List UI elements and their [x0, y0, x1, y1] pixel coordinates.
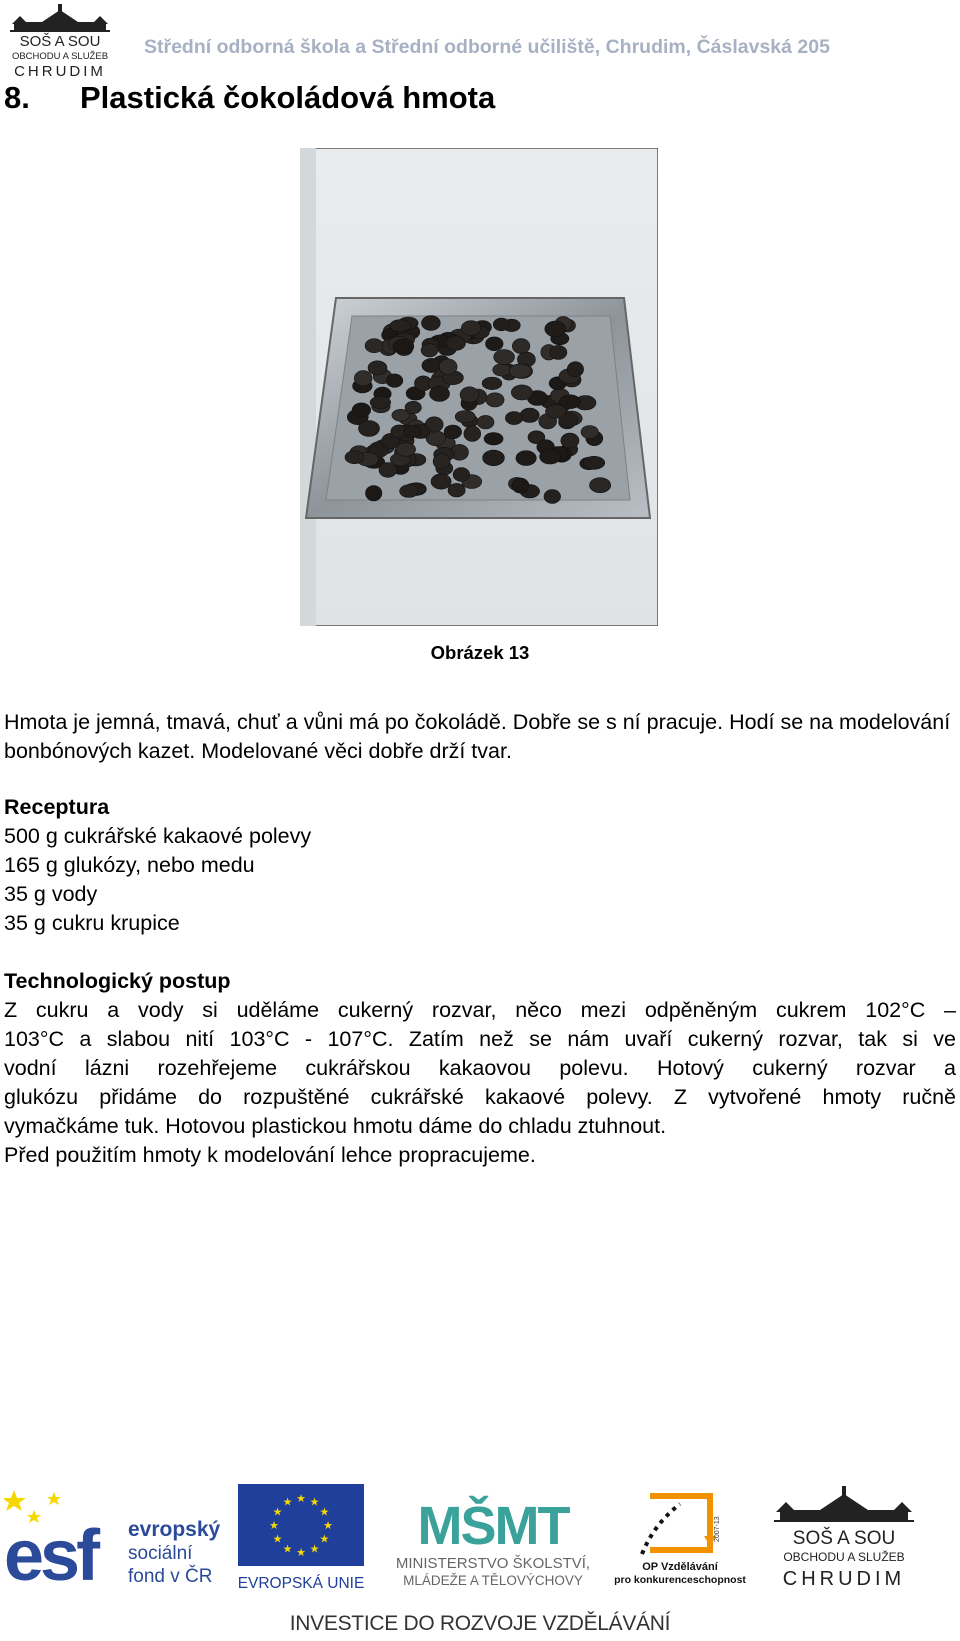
star-icon: ★ [282, 1543, 293, 1556]
ingredient-item: 35 g cukru krupice [4, 911, 180, 935]
chocolate-disc [581, 426, 598, 439]
star-icon: ★ [272, 1506, 283, 1519]
chocolate-disc [494, 350, 515, 365]
chocolate-disc [455, 411, 475, 423]
chocolate-disc [544, 490, 561, 504]
chocolate-disc [461, 321, 480, 336]
chocolate-disc [545, 321, 566, 337]
eu-label: EVROPSKÁ UNIE [238, 1575, 365, 1592]
chocolate-disc [516, 451, 536, 466]
esf-line2: sociální [128, 1543, 193, 1564]
procedure-line: Z cukru a vody si uděláme cukerný rozvar, něco mezi odpěněným cukrem 102°C – [4, 998, 956, 1022]
figure-caption: Obrázek 13 [430, 642, 530, 663]
star-icon: ★ [282, 1496, 293, 1509]
esf-logo [4, 1484, 226, 1594]
intro-paragraph: Hmota je jemná, tmavá, chuť a vůni má po čokoládě. Dobře se s ní pracuje. Hodí se na modelování bonbónových kazet. Modelované věci dobře drží tvar. [4, 710, 951, 763]
star-icon [47, 1492, 61, 1505]
chocolate-disc [431, 474, 451, 489]
chocolate-disc [511, 385, 532, 400]
msmt-mark: MŠMT [417, 1496, 569, 1556]
procedure-line: glukózu přidáme do rozpuštěné cukrářské kakaové polevy. Z vytvořené hmoty ručně [4, 1085, 956, 1109]
chocolate-disc [509, 364, 531, 378]
chocolate-disc [359, 421, 380, 437]
msmt-line1: MINISTERSTVO ŠKOLSTVÍ, [395, 1555, 591, 1572]
star-icon: ★ [296, 1493, 306, 1505]
school-logo [4, 4, 116, 80]
chocolate-disc [444, 425, 462, 439]
chocolate-disc [365, 339, 383, 353]
opvk-arc-icon [642, 1504, 680, 1554]
star-icon: ★ [319, 1533, 330, 1546]
chocolate-disc [352, 403, 371, 417]
ingredient-item: 35 g vody [4, 882, 98, 906]
chocolate-disc [493, 364, 511, 376]
section-title [4, 80, 495, 116]
chocolate-disc [486, 337, 504, 351]
chocolate-disc [561, 433, 579, 448]
logo-line1: SOŠ A SOU [19, 33, 101, 50]
esf-line3: fond v ČR [128, 1566, 213, 1587]
eu-logo [238, 1484, 366, 1594]
chocolate-disc [405, 401, 421, 413]
chocolate-tray-photo [300, 148, 658, 626]
procedure-line: Před použitím hmoty k modelování lehce propracujeme. [4, 1143, 536, 1167]
chocolate-disc [433, 454, 450, 469]
chocolate-disc [366, 486, 382, 501]
chocolate-disc [482, 377, 502, 389]
chocolate-disc [370, 396, 391, 408]
chocolate-disc [439, 359, 457, 375]
sos-footer-logo [768, 1484, 920, 1594]
chocolate-disc [400, 485, 419, 498]
chocolate-disc [583, 456, 605, 469]
chocolate-disc [486, 393, 504, 407]
recipe-heading: Receptura [4, 795, 110, 819]
chocolate-disc [393, 339, 414, 354]
logo-line3: CHRUDIM [14, 63, 106, 80]
ingredient-item: 500 g cukrářské kakaové polevy [4, 824, 312, 848]
chocolate-disc [354, 371, 372, 386]
chocolate-disc [540, 449, 561, 464]
section-number: 8. [4, 80, 30, 115]
section-title-text: Plastická čokoládová hmota [80, 80, 496, 115]
star-icon: ★ [309, 1543, 320, 1556]
ingredient-item: 165 g glukózy, nebo medu [4, 853, 255, 877]
sos-line1: SOŠ A SOU [792, 1528, 896, 1549]
chocolate-disc [430, 386, 450, 401]
esf-line1: evropský [128, 1518, 221, 1541]
opvk-line2: pro konkurenceschopnost [614, 1574, 746, 1586]
chocolate-disc [590, 478, 611, 493]
chocolate-disc [345, 451, 364, 464]
chocolate-disc [368, 361, 387, 375]
chocolate-disc [404, 425, 421, 437]
chocolate-disc [464, 426, 481, 442]
chocolate-disc [446, 336, 465, 351]
chocolate-disc [421, 344, 438, 357]
chocolate-disc [386, 374, 403, 387]
chocolate-disc [520, 408, 539, 422]
procedure-line: vodní lázni rozehřejeme cukrářskou kakaovou polevu. Hotový cukerný rozvar a [4, 1056, 956, 1080]
chocolate-disc [422, 358, 441, 372]
chocolate-disc [483, 450, 505, 466]
chocolate-disc [550, 345, 567, 359]
procedure-heading: Technologický postup [4, 969, 231, 993]
chocolate-disc [453, 468, 470, 482]
esf-mark: esf [4, 1516, 97, 1594]
chocolate-disc [379, 463, 397, 478]
star-icon: ★ [272, 1533, 283, 1546]
chocolate-disc [567, 362, 583, 377]
chocolate-disc [505, 412, 522, 425]
chocolate-disc [422, 316, 441, 331]
chocolate-disc [477, 415, 494, 429]
chocolate-disc [448, 483, 465, 497]
opvk-years: 2007-13 [714, 1516, 721, 1542]
chocolate-disc [493, 318, 509, 331]
sos-line2: OBCHODU A SLUŽEB [783, 1550, 905, 1564]
footer-tagline: INVESTICE DO ROZVOJE VZDĚLÁVÁNÍ [289, 1612, 671, 1635]
chocolate-disc [460, 387, 479, 403]
logo-line2: OBCHODU A SLUŽEB [11, 51, 109, 62]
star-icon [4, 1490, 26, 1511]
procedure-line: vymačkáme tuk. Hotovou plastickou hmotu dáme do chladu ztuhnout. [4, 1114, 667, 1138]
star-icon: ★ [296, 1547, 306, 1559]
sos-line3: CHRUDIM [782, 1568, 906, 1590]
star-icon: ★ [309, 1496, 320, 1509]
star-icon: ★ [269, 1520, 279, 1532]
msmt-logo [378, 1484, 608, 1594]
castle-icon [10, 4, 110, 32]
chocolate-disc [546, 405, 567, 419]
chocolate-disc [512, 339, 530, 354]
star-icon: ★ [323, 1520, 333, 1532]
chocolate-disc [512, 478, 529, 493]
chocolate-disc [484, 433, 503, 445]
msmt-line2: MLÁDEŽE A TĚLOVÝCHOVY [403, 1573, 583, 1588]
chocolate-disc [390, 320, 411, 332]
opvk-logo [614, 1484, 764, 1594]
procedure-line: 103°C a slabou nití 103°C - 107°C. Zatím než se nám uvaří cukerný rozvar, tak si ve [4, 1027, 956, 1051]
procedure-text [4, 996, 956, 1170]
opvk-line1: OP Vzdělávání [642, 1561, 718, 1573]
castle-icon [774, 1486, 914, 1522]
star-icon: ★ [319, 1506, 330, 1519]
header-school-name: Střední odborná škola a Střední odborné učiliště, Chrudim, Čáslavská 205 [144, 36, 830, 58]
